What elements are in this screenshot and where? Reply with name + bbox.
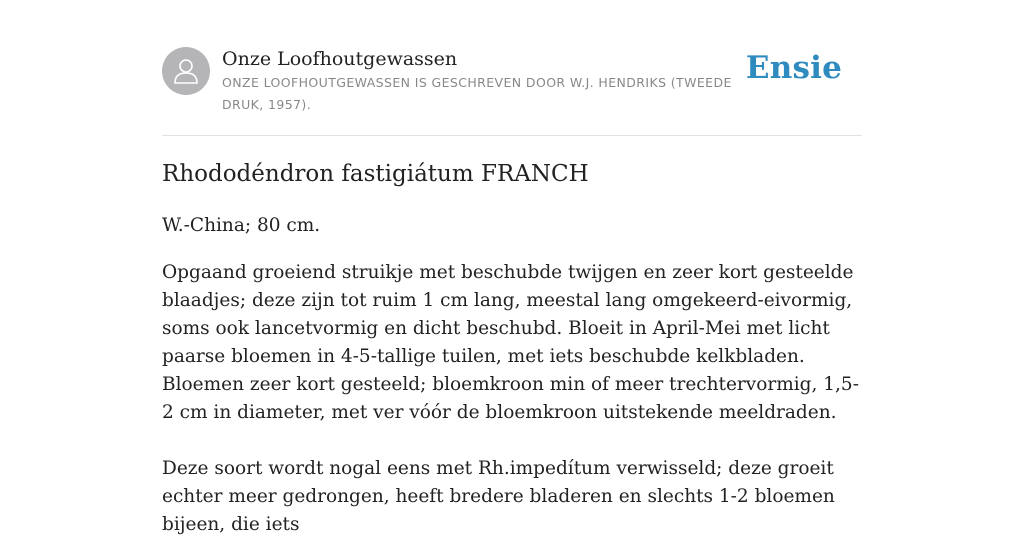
source-header <box>162 46 862 136</box>
entry-paragraph: Deze soort wordt nogal eens met Rh.impedítum verwisseld; deze groeit echter meer gedrongen, heeft bredere bladeren en slechts 1-2 bloemen bijeen, die iets <box>162 458 835 535</box>
source-title[interactable]: Onze Loofhoutgewassen <box>222 48 458 70</box>
entry-origin: W.-China; 80 cm. <box>162 215 321 236</box>
user-icon <box>171 56 201 86</box>
entry-title: Rhododéndron fastigiátum FRANCH <box>162 161 589 187</box>
brand-logo[interactable]: Ensie <box>745 50 842 86</box>
avatar[interactable] <box>162 47 210 95</box>
divider <box>162 135 862 136</box>
entry-paragraph: Opgaand groeiend struikje met beschubde twijgen en zeer kort gesteelde blaadjes; deze zijn tot ruim 1 cm lang, meestal lang omgekeerd-eivormig, soms ook lancetvormig en dicht beschubd. Bloeit in April-Mei met licht paarse bloemen in 4-5-tallige tuilen, met iets beschubde kelkbladen. Bloemen zeer kort gesteeld; bloemkroon min of meer trechtervormig, 1,5-2 cm in diameter, met ver vóór de bloemkroon uitstekende meeldraden. <box>162 262 859 423</box>
source-subtitle: ONZE LOOFHOUTGEWASSEN IS GESCHREVEN DOOR W.J. HENDRIKS (TWEEDE DRUK, 1957). <box>222 75 732 112</box>
